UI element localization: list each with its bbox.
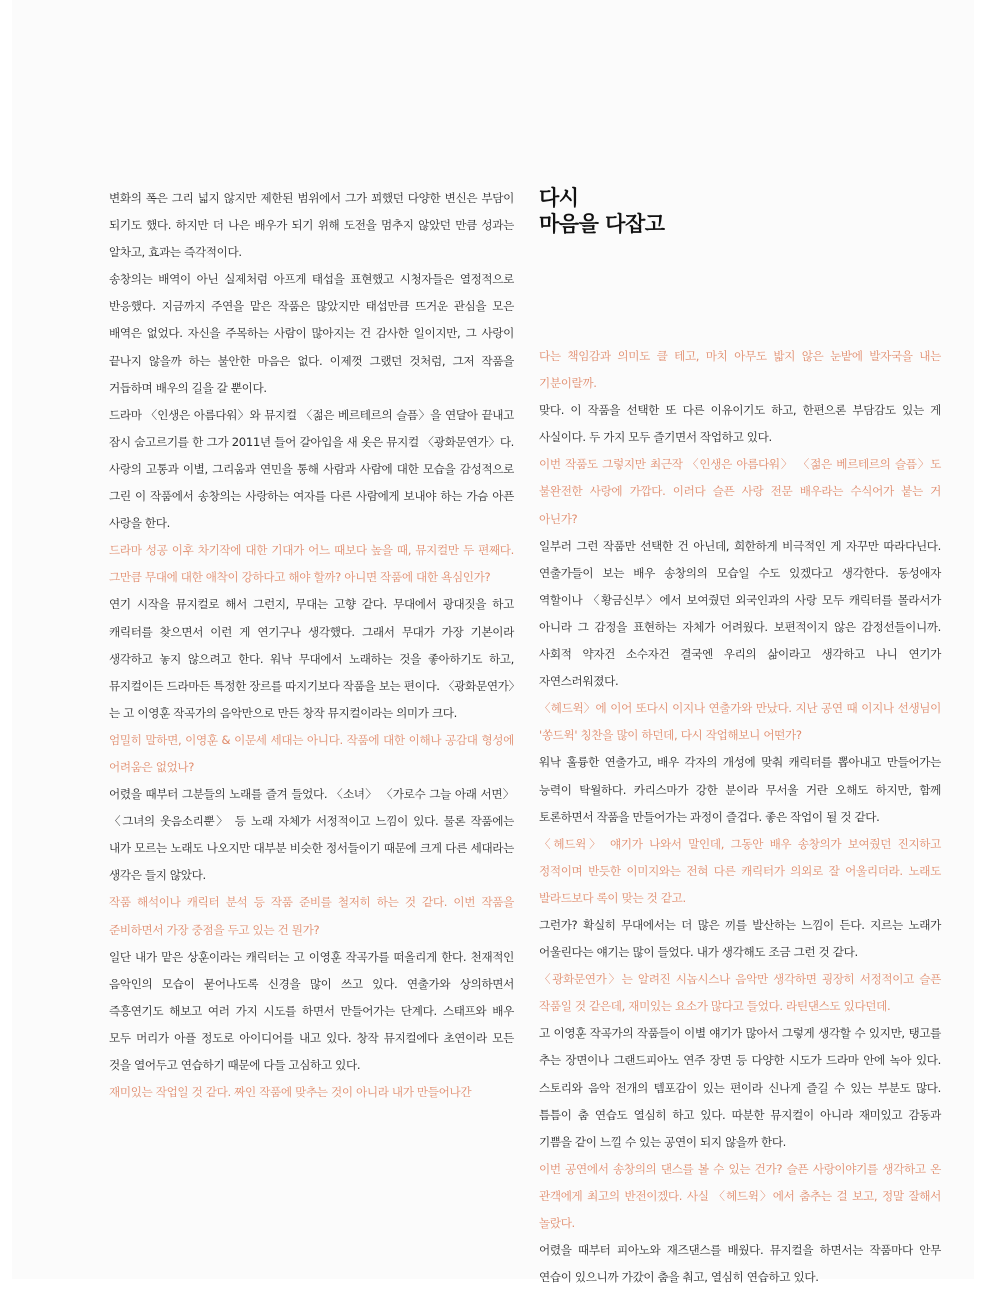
question-paragraph: 〈광화문연가〉는 알려진 시놉시스나 음악만 생각하면 굉장히 서정적이고 슬픈 작품일 것 같은데, 재미있는 요소가 많다고 들었다. 라틴댄스도 있다던데. bbox=[539, 972, 941, 1014]
answer-paragraph: 어렸을 때부터 그분들의 노래를 즐겨 들었다. 〈소녀〉 〈가로수 그늘 아래 서면〉 〈그녀의 웃음소리뿐〉 등 노래 자체가 서정적이고 느낌이 있다. 물론 작품에는 내가 모르는 노래도 나오지만 대부분 비슷한 정서들이기 때문에 크게 다른 세대라는 생각은 들지 않았다. bbox=[109, 787, 514, 883]
left-column bbox=[109, 185, 514, 1106]
answer-paragraph: 연기 시작을 뮤지컬로 해서 그런지, 무대는 고향 같다. 무대에서 광대짓을 하고 캐릭터를 찾으면서 이런 게 연기구나 생각했다. 그래서 무대가 가장 기본이라 생각하고 놓지 않으려고 한다. 워낙 무대에서 노래하는 것을 좋아하기도 하고, 뮤지컬이든 드라마든 특정한 장르를 따지기보다 작품을 보는 편이다. 〈광화문연가〉는 고 이영훈 작곡가의 음악만으로 만든 창작 뮤지컬이라는 의미가 크다. bbox=[109, 597, 514, 720]
question-paragraph: 다는 책임감과 의미도 클 테고, 마치 아무도 밟지 않은 눈밭에 발자국을 내는 기분이랄까. bbox=[539, 349, 941, 391]
question-paragraph: 〈헤드윅〉에 이어 또다시 이지나 연출가와 만났다. 지난 공연 때 이지나 선생님이 '쏭드윅' 칭찬을 많이 하던데, 다시 작업해보니 어떤가? bbox=[539, 701, 941, 743]
answer-paragraph: 고 이영훈 작곡가의 작품들이 이별 얘기가 많아서 그렇게 생각할 수 있지만, 탱고를 추는 장면이나 그랜드피아노 연주 장면 등 다양한 시도가 드라마 안에 녹아 있다. 스토리와 음악 전개의 템포감이 있는 편이라 신나게 즐길 수 있는 부분도 많다. 틈틈이 춤 연습도 열심히 하고 있다. 따분한 뮤지컬이 아니라 재미있고 감동과 기쁨을 같이 느낄 수 있는 공연이 되지 않을까 한다. bbox=[539, 1026, 941, 1149]
magazine-page bbox=[12, 0, 974, 1285]
question-paragraph: 이번 작품도 그렇지만 최근작 〈인생은 아름다워〉 〈젊은 베르테르의 슬픔〉도 불완전한 사랑에 가깝다. 이러다 슬픈 사랑 전문 배우라는 수식어가 붙는 거 아닌가? bbox=[539, 457, 941, 526]
answer-paragraph: 어렸을 때부터 피아노와 재즈댄스를 배웠다. 뮤지컬을 하면서는 작품마다 안무 연습이 있으니까 가갔이 춤을 춰고, 열심히 연습하고 있다. bbox=[539, 1243, 941, 1285]
section-heading bbox=[539, 185, 665, 237]
answer-paragraph: 워낙 훌륭한 연출가고, 배우 각자의 개성에 맞춰 캐릭터를 뽑아내고 만들어가는 능력이 탁월하다. 카리스마가 강한 분이라 무서울 거란 오해도 하지만, 함께 토론하면서 작품을 만들어가는 과정이 즐겁다. 좋은 작업이 될 것 같다. bbox=[539, 755, 941, 824]
question-paragraph: 이번 공연에서 송창의의 댄스를 볼 수 있는 건가? 슬픈 사랑이야기를 생각하고 온 관객에게 최고의 반전이겠다. 사실 〈헤드윅〉에서 춤추는 걸 보고, 정말 잘해서 놀랐다. bbox=[539, 1161, 941, 1230]
question-paragraph: 재미있는 작업일 것 같다. 짜인 작품에 맞추는 것이 아니라 내가 만들어나간 bbox=[109, 1085, 472, 1100]
question-paragraph: 엄밀히 말하면, 이영훈 & 이문세 세대는 아니다. 작품에 대한 이해나 공감대 형성에 어려움은 없었나? bbox=[109, 732, 514, 774]
answer-paragraph: 그런가? 확실히 무대에서는 더 많은 끼를 발산하는 느낌이 든다. 지르는 노래가 어울린다는 얘기는 많이 들었다. 내가 생각해도 조금 그런 것 같다. bbox=[539, 917, 941, 960]
heading-line-2: 마음을 다잡고 bbox=[539, 212, 665, 236]
answer-paragraph: 드라마 〈인생은 아름다워〉와 뮤지컬 〈젊은 베르테르의 슬픔〉을 연달아 끝내고 잠시 숨고르기를 한 그가 2011년 들어 갈아입을 새 옷은 뮤지컬 〈광화문연가〉다. 사랑의 고통과 이별, 그리움과 연민을 통해 사람과 사람에 대한 모습을 감성적으로 그린 이 작품에서 송창의는 사랑하는 여자를 다른 사람에게 보내야 하는 가슴 아픈 사랑을 한다. bbox=[109, 407, 514, 531]
question-paragraph: 작품 해석이나 캐릭터 분석 등 작품 준비를 철저히 하는 것 같다. 이번 작품을 준비하면서 가장 중점을 두고 있는 건 뭔가? bbox=[109, 895, 514, 937]
question-paragraph: 드라마 성공 이후 차기작에 대한 기대가 어느 때보다 높을 때, 뮤지컬만 두 편째다. 그만큼 무대에 대한 애착이 강하다고 해야 할까? 아니면 작품에 대한 욕심인가? bbox=[109, 543, 514, 585]
right-column-body bbox=[539, 343, 941, 1291]
heading-line-1: 다시 bbox=[539, 186, 579, 210]
answer-paragraph: 변화의 폭은 그리 넓지 않지만 제한된 범위에서 그가 꾀했던 다양한 변신은 부담이 되기도 했다. 하지만 더 나은 배우가 되기 위해 도전을 멈추지 않았던 만큼 성과는 알차고, 효과는 즉각적이다. bbox=[109, 191, 514, 260]
answer-paragraph: 일단 내가 맡은 상훈이라는 캐릭터는 고 이영훈 작곡가를 떠올리게 한다. 천재적인 음악인의 모습이 묻어나도록 신경을 많이 쓰고 있다. 연출가와 상의하면서 즉흥연기도 해보고 여러 가지 시도를 하면서 만들어가는 단계다. 스태프와 배우 모두 머리가 아플 정도로 아이디어를 내고 있다. 창작 뮤지컬에다 초연이라 모든 것을 열어두고 연습하기 때문에 다들 고심하고 있다. bbox=[109, 949, 514, 1072]
question-paragraph: 〈헤드윅〉 얘기가 나와서 말인데, 그동안 배우 송창의가 보여줬던 진지하고 정적이며 반듯한 이미지와는 전혀 다른 캐릭터가 의외로 잘 어울리더라. 노래도 발라드보다 록이 맞는 것 같고. bbox=[539, 836, 941, 905]
answer-paragraph: 일부러 그런 작품만 선택한 건 아닌데, 희한하게 비극적인 게 자꾸만 따라다닌다. 연출가들이 보는 배우 송창의의 모습일 수도 있겠다고 생각한다. 동성애자 역할이나 〈황금신부〉에서 보여줬던 외국인과의 사랑 모두 캐릭터를 몰라서가 아니라 그 감정을 표현하는 자체가 어려웠다. 보편적이지 않은 감정선들이니까. 사회적 약자건 소수자건 결국엔 우리의 삶이라고 생각하고 나니 연기가 자연스러워졌다. bbox=[539, 538, 941, 689]
answer-paragraph: 송창의는 배역이 아닌 실제처럼 아프게 태섭을 표현했고 시청자들은 열정적으로 반응했다. 지금까지 주연을 맡은 작품은 많았지만 태섭만큼 뜨거운 관심을 모은 배역은 없었다. 자신을 주목하는 사람이 많아지는 건 감사한 일이지만, 그 사랑이 끝나지 않을까 하는 불안한 마음은 없다. 이제껏 그랬던 것처럼, 그저 작품을 거듭하며 배우의 길을 갈 뿐이다. bbox=[109, 272, 514, 395]
answer-paragraph: 맞다. 이 작품을 선택한 또 다른 이유이기도 하고, 한편으론 부담감도 있는 게 사실이다. 두 가지 모두 즐기면서 작업하고 있다. bbox=[539, 403, 941, 445]
